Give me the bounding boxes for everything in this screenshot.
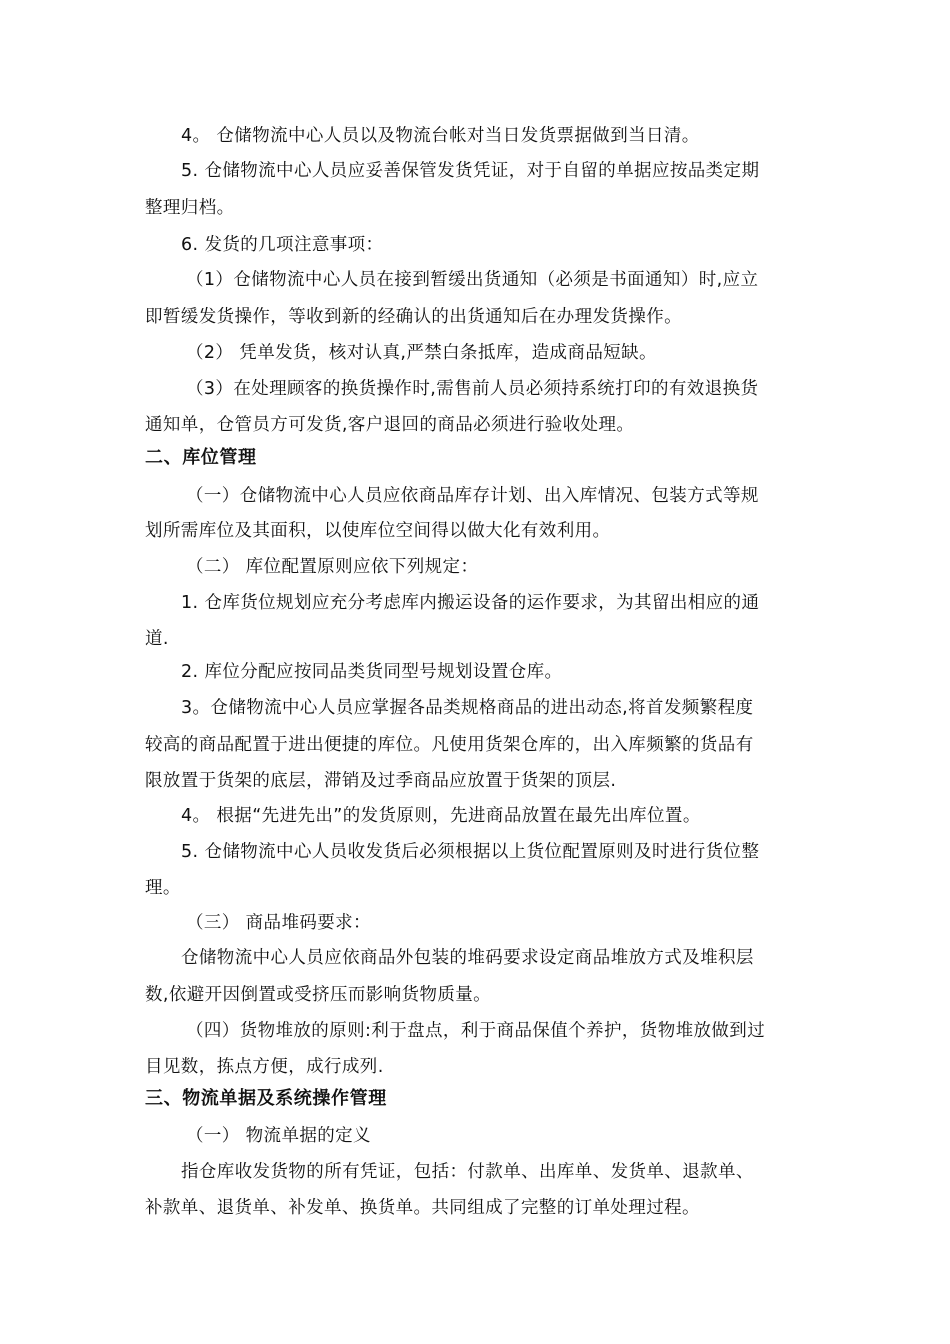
line-06-3-cont: 通知单，仓管员方可发货,客户退回的商品必须进行验收处理。	[145, 415, 635, 435]
line-2-2-3: 3。仓储物流中心人员应掌握各品类规格商品的进出动态,将首发频繁程度	[181, 698, 754, 718]
line-2-1-cont: 划所需库位及其面积，以使库位空间得以做大化有效利用。	[145, 521, 611, 541]
section-heading-2: 二、库位管理	[145, 447, 257, 468]
line-06-3: （3）在处理顾客的换货操作时,需售前人员必须持系统打印的有效退换货	[186, 379, 759, 399]
line-2-2-5: 5. 仓储物流中心人员收发货后必须根据以上货位配置原则及时进行货位整	[181, 842, 760, 862]
line-06: 6. 发货的几项注意事项：	[181, 235, 384, 255]
line-2-1: （一）仓储物流中心人员应依商品库存计划、出入库情况、包装方式等规	[186, 486, 759, 506]
line-2-3-body: 仓储物流中心人员应依商品外包装的堆码要求设定商品堆放方式及堆积层	[181, 948, 754, 968]
line-3-1-body-cont: 补款单、退货单、补发单、换货单。共同组成了完整的订单处理过程。	[145, 1198, 700, 1218]
line-2-2-3-cont2: 限放置于货架的底层，滞销及过季商品应放置于货架的顶层.	[145, 771, 617, 791]
line-2-2-4: 4。 根据“先进先出”的发货原则，先进商品放置在最先出库位置。	[181, 806, 701, 826]
section-heading-3: 三、物流单据及系统操作管理	[145, 1088, 387, 1109]
line-2-3-body-cont: 数,依避开因倒置或受挤压而影响货物质量。	[145, 985, 492, 1005]
line-06-1: （1）仓储物流中心人员在接到暂缓出货通知（必须是书面通知）时,应立	[186, 270, 759, 290]
line-3-1: （一） 物流单据的定义	[186, 1126, 371, 1146]
line-2-2-5-cont: 理。	[145, 878, 181, 898]
line-06-1-cont: 即暂缓发货操作，等收到新的经确认的出货通知后在办理发货操作。	[145, 307, 682, 327]
line-2-2-1-cont: 道.	[145, 629, 169, 649]
line-2-3: （三） 商品堆码要求：	[186, 913, 371, 933]
line-2-2-2: 2. 库位分配应按同品类货同型号规划设置仓库。	[181, 662, 563, 682]
line-05-cont: 整理归档。	[145, 198, 235, 218]
line-2-2-3-cont1: 较高的商品配置于进出便捷的库位。凡使用货架仓库的，出入库频繁的货品有	[145, 735, 754, 755]
line-3-1-body: 指仓库收发货物的所有凭证，包括：付款单、出库单、发货单、退款单、	[181, 1162, 754, 1182]
line-2-4: （四）货物堆放的原则:利于盘点，利于商品保值个养护，货物堆放做到过	[186, 1021, 766, 1041]
line-2-2-1: 1. 仓库货位规划应充分考虑库内搬运设备的运作要求，为其留出相应的通	[181, 593, 760, 613]
line-2-2: （二） 库位配置原则应依下列规定：	[186, 557, 479, 577]
line-05: 5. 仓储物流中心人员应妥善保管发货凭证，对于自留的单据应按品类定期	[181, 161, 760, 181]
line-06-2: （2） 凭单发货，核对认真,严禁白条抵库，造成商品短缺。	[186, 343, 657, 363]
line-2-4-cont: 目见数，拣点方便，成行成列.	[145, 1057, 384, 1077]
line-04: 4。 仓储物流中心人员以及物流台帐对当日发货票据做到当日清。	[181, 126, 700, 146]
